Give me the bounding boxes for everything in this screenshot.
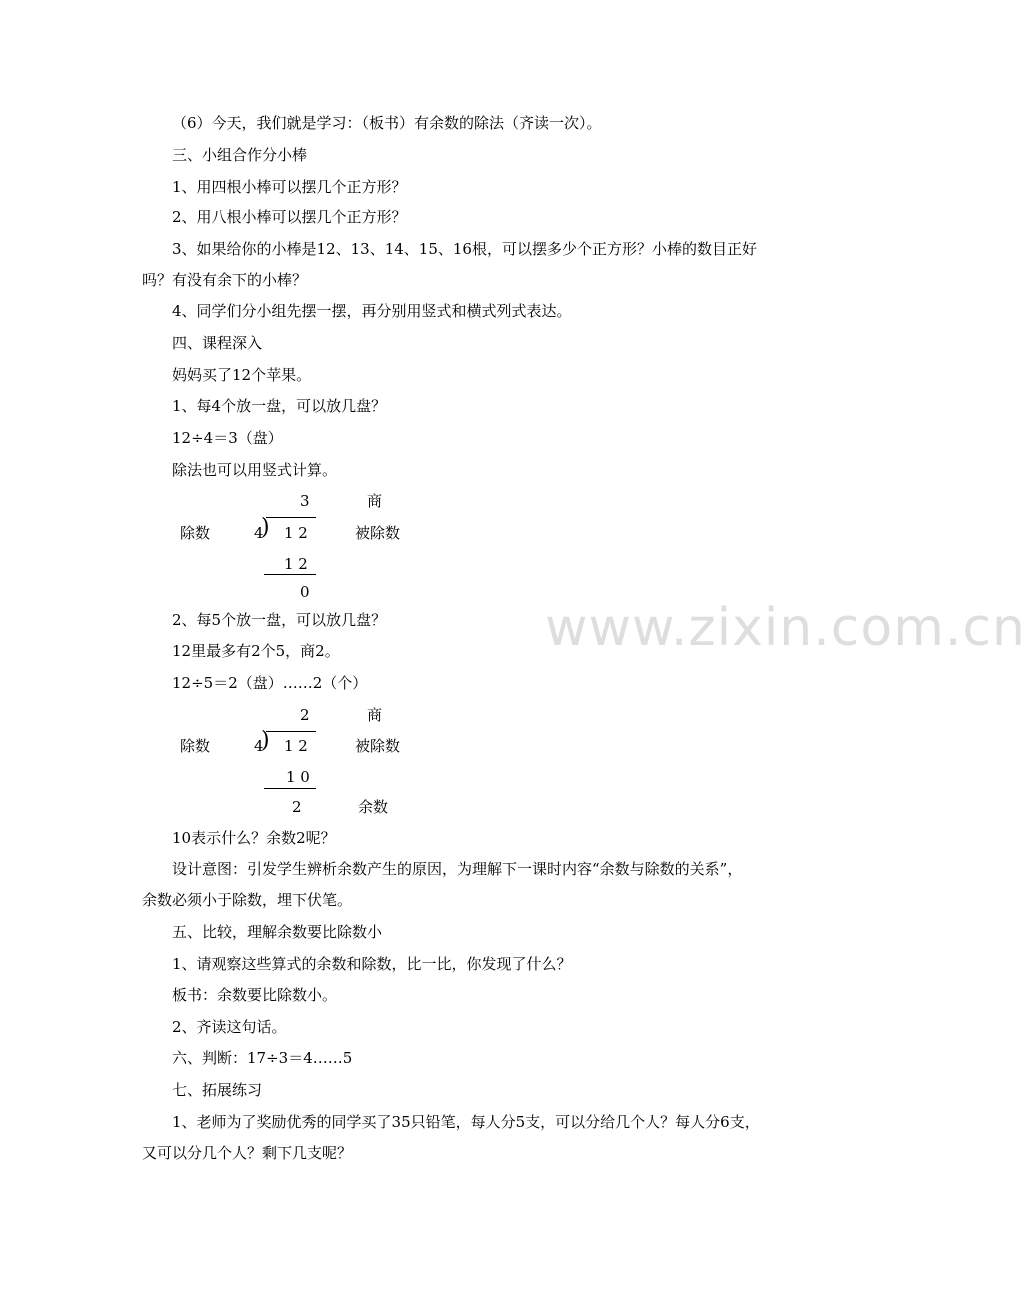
text-line: 12里最多有2个5，商2。 [172,642,340,660]
dividend: 1 2 [284,737,308,755]
text-line: 2、每5个放一盘，可以放几盘？ [172,611,387,629]
equation-line: 12÷4＝3（盘） [172,429,283,447]
division-bracket-icon: ) [261,515,270,540]
divisor: 4 [254,737,264,755]
subtraction-line [264,788,316,789]
section-heading: 三、小组合作分小棒 [172,146,308,164]
text-line: 除法也可以用竖式计算。 [172,461,338,479]
text-line: 余数必须小于除数，埋下伏笔。 [142,891,353,909]
quotient: 2 [300,706,310,724]
product: 1 2 [284,555,308,573]
divisor-label: 除数 [180,737,211,755]
section-heading: 四、课程深入 [172,334,263,352]
division-bracket-icon: ) [261,728,270,753]
text-line: 10表示什么？余数2呢？ [172,829,336,847]
text-line: 设计意图：引发学生辨析余数产生的原因，为理解下一课时内容“余数与除数的关系”， [172,860,743,878]
dividend-label: 被除数 [355,737,401,755]
text-line: 1、用四根小棒可以摆几个正方形？ [172,178,407,196]
division-bar [266,731,316,732]
dividend-label: 被除数 [355,524,401,542]
text-line: 1、老师为了奖励优秀的同学买了35只铅笔，每人分5支，可以分给几个人？每人分6支， [172,1113,760,1131]
section-heading: 五、比较，理解余数要比除数小 [172,923,383,941]
text-line: 妈妈买了12个苹果。 [172,366,312,384]
remainder: 2 [292,798,302,816]
quotient-label: 商 [367,706,383,724]
section-heading: 六、判断：17÷3＝4……5 [172,1049,353,1067]
text-line: 4、同学们分小组先摆一摆，再分别用竖式和横式列式表达。 [172,302,572,320]
divisor-label: 除数 [180,524,211,542]
remainder-label: 余数 [358,798,389,816]
watermark: www.zixin.com.cn [545,598,1026,658]
text-line: 2、用八根小棒可以摆几个正方形？ [172,208,407,226]
text-line: 3、如果给你的小棒是12、13、14、15、16根，可以摆多少个正方形？小棒的数目正好 [172,240,757,258]
text-line: 2、齐读这句话。 [172,1018,287,1036]
quotient: 3 [300,492,310,510]
text-line: 又可以分几个人？剩下几支呢？ [142,1144,353,1162]
divisor: 4 [254,524,264,542]
section-heading: 七、拓展练习 [172,1081,263,1099]
product: 1 0 [286,768,310,786]
quotient-label: 商 [367,492,383,510]
subtraction-line [264,574,316,575]
division-bar [266,517,316,518]
text-line: 1、请观察这些算式的余数和除数，比一比，你发现了什么？ [172,955,572,973]
equation-line: 12÷5＝2（盘）……2（个） [172,674,368,692]
dividend: 1 2 [284,524,308,542]
text-line: 1、每4个放一盘，可以放几盘？ [172,397,387,415]
text-line: 板书：余数要比除数小。 [172,986,338,1004]
remainder: 0 [300,583,310,601]
text-line: （6）今天，我们就是学习：（板书）有余数的除法（齐读一次）。 [172,114,602,132]
text-line: 吗？有没有余下的小棒？ [142,271,308,289]
